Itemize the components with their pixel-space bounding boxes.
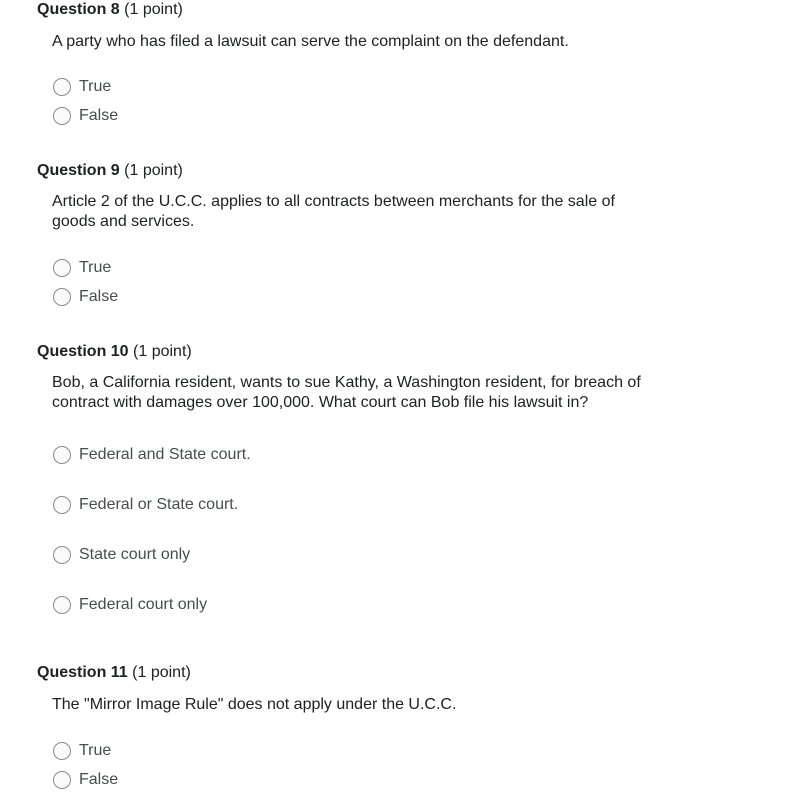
radio-button[interactable] (53, 78, 71, 96)
question-10-option-4[interactable] (53, 594, 207, 616)
question-10-text: Bob, a California resident, wants to sue Kathy, a Washington resident, for breach of contract with damages over 100,000. What court can Bob file his lawsuit in? (52, 374, 641, 411)
radio-button[interactable] (53, 771, 71, 789)
radio-button[interactable] (53, 446, 71, 464)
option-label: False (79, 107, 119, 124)
option-label: True (79, 259, 112, 276)
question-8-option-true[interactable] (53, 76, 111, 98)
question-11-option-false[interactable] (53, 769, 118, 791)
question-points: (1 point) (132, 664, 191, 681)
radio-button[interactable] (53, 259, 71, 277)
radio-button[interactable] (53, 496, 71, 514)
radio-button[interactable] (53, 546, 71, 564)
question-8-text: A party who has filed a lawsuit can serve the complaint on the defendant. (52, 33, 569, 50)
option-label: False (79, 771, 119, 788)
option-label: True (79, 78, 112, 95)
question-10-option-2[interactable] (53, 494, 238, 516)
question-10-title (37, 342, 192, 362)
question-8-title (37, 0, 183, 20)
question-points: (1 point) (124, 1, 183, 18)
option-label: False (79, 288, 119, 305)
radio-button[interactable] (53, 288, 71, 306)
question-10-option-3[interactable] (53, 544, 190, 566)
question-9-title (37, 161, 183, 181)
question-11-title (37, 663, 191, 683)
radio-button[interactable] (53, 742, 71, 760)
question-9-option-true[interactable] (53, 257, 111, 279)
question-label: Question 9 (37, 162, 120, 179)
question-label: Question 8 (37, 1, 120, 18)
question-label: Question 11 (37, 664, 128, 681)
option-label: Federal court only (79, 596, 208, 613)
question-points: (1 point) (133, 343, 192, 360)
question-9-option-false[interactable] (53, 286, 118, 308)
radio-button[interactable] (53, 596, 71, 614)
question-9-text: Article 2 of the U.C.C. applies to all contracts between merchants for the sale of goods and services. (52, 193, 615, 230)
question-10-option-1[interactable] (53, 444, 251, 466)
question-label: Question 10 (37, 343, 129, 360)
radio-button[interactable] (53, 107, 71, 125)
question-8-option-false[interactable] (53, 105, 118, 127)
option-label: Federal or State court. (79, 496, 239, 513)
option-label: Federal and State court. (79, 446, 251, 463)
option-label: State court only (79, 546, 191, 563)
option-label: True (79, 742, 112, 759)
question-11-option-true[interactable] (53, 740, 111, 762)
question-points: (1 point) (124, 162, 183, 179)
question-11-text: The "Mirror Image Rule" does not apply under the U.C.C. (52, 696, 457, 713)
